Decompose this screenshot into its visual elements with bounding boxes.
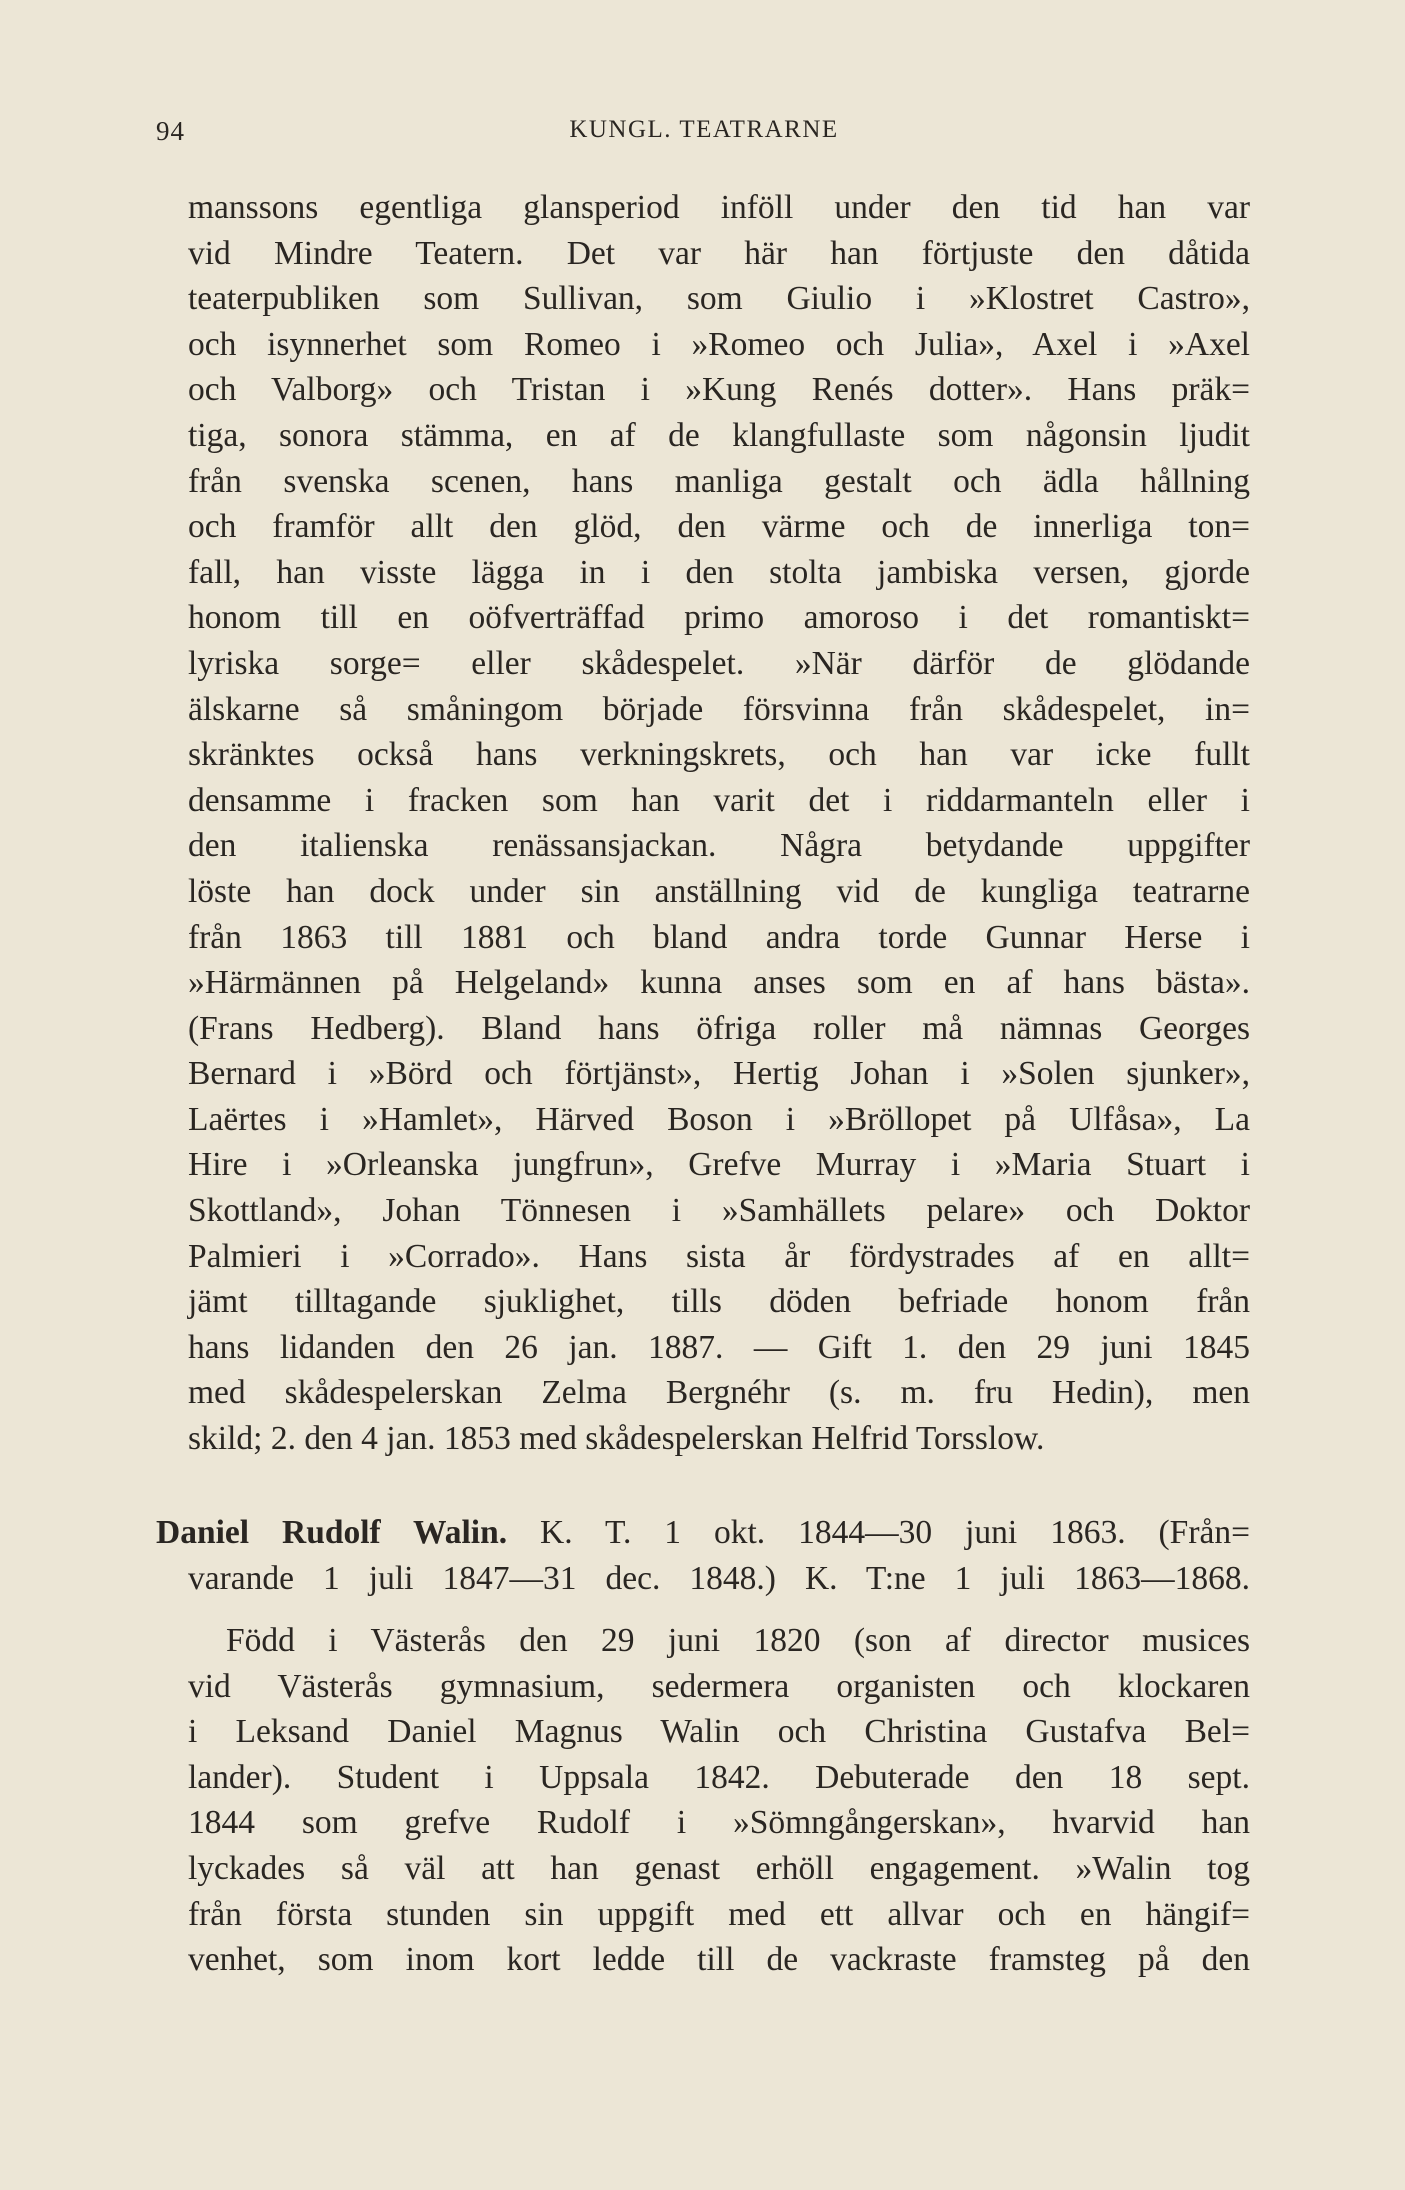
paragraph-biography-continued — [188, 185, 1250, 1462]
text-line: manssons egentliga glansperiod inföll under den tid han var — [188, 189, 1250, 226]
text-line: från svenska scenen, hans manliga gestalt och ädla hållning — [188, 462, 1250, 500]
text-line: lander). Student i Uppsala 1842. Debuterade den 18 sept. — [188, 1758, 1250, 1796]
text-line: Hire i »Orleanska jungfrun», Grefve Murray i »Maria Stuart i — [188, 1146, 1250, 1184]
text-line: Palmieri i »Corrado». Hans sista år fördystrades af en allt= — [188, 1237, 1250, 1275]
text-line: vid Mindre Teatern. Det var här han förtjuste den dåtida — [188, 234, 1250, 272]
text-line: med skådespelerskan Zelma Bergnéhr (s. m. fru Hedin), men — [188, 1374, 1250, 1412]
entry-name: Daniel Rudolf Walin. — [156, 1514, 508, 1551]
text-line: lyckades så väl att han genast erhöll engagement. »Walin tog — [188, 1849, 1250, 1887]
text-line: teaterpubliken som Sullivan, som Giulio i »Klostret Castro», — [188, 280, 1250, 318]
text-line: Skottland», Johan Tönnesen i »Samhällets pelare» och Doktor — [188, 1192, 1250, 1230]
text-line: hans lidanden den 26 jan. 1887. — Gift 1. den 29 juni 1845 — [188, 1328, 1250, 1366]
text-line: lyriska sorge= eller skådespelet. »När därför de glödande — [188, 644, 1250, 682]
entry-heading-line: varande 1 juli 1847—31 dec. 1848.) K. T:ne 1 juli 1863—1868. — [188, 1559, 1250, 1597]
entry-heading-line — [156, 1510, 1250, 1556]
text-line: Laërtes i »Hamlet», Härved Boson i »Bröllopet på Ulfåsa», La — [188, 1100, 1250, 1138]
text-line: tiga, sonora stämma, en af de klangfullaste som någonsin ljudit — [188, 416, 1250, 454]
text-line: »Härmännen på Helgeland» kunna anses som en af hans bästa». — [188, 964, 1250, 1002]
text-line: från 1863 till 1881 och bland andra torde Gunnar Herse i — [188, 918, 1250, 956]
text-line: honom till en oöfverträffad primo amoroso i det romantiskt= — [188, 599, 1250, 637]
text-line: älskarne så småningom började försvinna från skådespelet, in= — [188, 690, 1250, 728]
entry-heading — [156, 1510, 1250, 1601]
text-line: och Valborg» och Tristan i »Kung Renés dotter». Hans präk= — [188, 371, 1250, 409]
header-title: KUNGL. TEATRARNE — [569, 116, 839, 143]
text-line: löste han dock under sin anställning vid de kungliga teatrarne — [188, 872, 1250, 910]
text-line: vid Västerås gymnasium, sedermera organisten och klockaren — [188, 1667, 1250, 1705]
text-line: (Frans Hedberg). Bland hans öfriga roller må nämnas Georges — [188, 1009, 1250, 1047]
paragraph-walin-biography — [188, 1618, 1250, 1983]
text-line: Född i Västerås den 29 juni 1820 (son af director musices — [226, 1622, 1250, 1659]
text-line: i Leksand Daniel Magnus Walin och Christina Gustafva Bel= — [188, 1713, 1250, 1751]
text-line: venhet, som inom kort ledde till de vackraste framsteg på den — [188, 1941, 1250, 1979]
page-number: 94 — [156, 116, 185, 146]
text-line: och framför allt den glöd, den värme och de innerliga ton= — [188, 508, 1250, 546]
text-line: Bernard i »Börd och förtjänst», Hertig Johan i »Solen sjunker», — [188, 1055, 1250, 1093]
text-line: fall, han visste lägga in i den stolta jambiska versen, gjorde — [188, 553, 1250, 591]
text-line: densamme i fracken som han varit det i riddarmanteln eller i — [188, 781, 1250, 819]
text-line: 1844 som grefve Rudolf i »Sömngångerskan», hvarvid han — [188, 1804, 1250, 1842]
text-line: skild; 2. den 4 jan. 1853 med skådespelerskan Helfrid Torsslow. — [188, 1420, 1045, 1458]
text-line: jämt tilltagande sjuklighet, tills döden befriade honom från — [188, 1283, 1250, 1321]
text-line: skränktes också hans verkningskrets, och han var icke fullt — [188, 736, 1250, 774]
text-line: från första stunden sin uppgift med ett allvar och en hängif= — [188, 1895, 1250, 1933]
entry-dates: K. T. 1 okt. 1844—30 juni 1863. (Från= — [540, 1514, 1250, 1551]
text-line: och isynnerhet som Romeo i »Romeo och Julia», Axel i »Axel — [188, 325, 1250, 363]
text-line: den italienska renässansjackan. Några betydande uppgifter — [188, 827, 1250, 865]
